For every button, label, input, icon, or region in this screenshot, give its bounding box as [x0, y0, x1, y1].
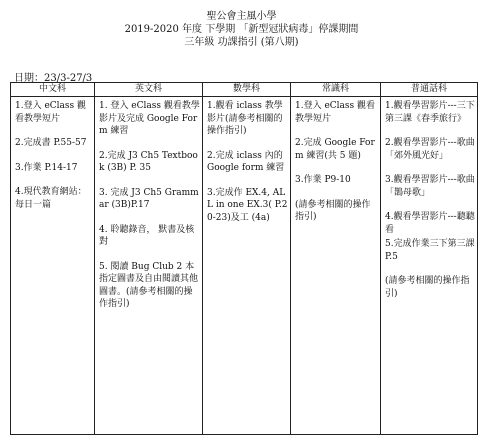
subject-header-english: 英文科: [95, 83, 203, 97]
homework-item: 1.登入 eClass 觀看教學短片: [15, 101, 87, 124]
homework-item: 3.觀看學習影片---歌曲「鵲母歌」: [385, 175, 475, 198]
homework-item: 1.觀看學習影片---三下第三課《春季旅行》: [385, 101, 475, 124]
homework-item: 3.完成作 EX.4, ALL in one EX.3( P.20-23)及工 (4a): [207, 187, 288, 223]
homework-item: 1.觀看 iclass 教學影片(請參考相關的操作指引): [207, 101, 283, 136]
homework-item: (請參考相關的操作指引): [385, 276, 470, 299]
homework-item: 2.完成書 P.55-57: [15, 138, 87, 148]
homework-item: 5.完成作業三下第三課 P.5: [385, 239, 475, 262]
document-header: [0, 10, 483, 49]
homework-item: (請參考相關的操作指引): [295, 199, 371, 222]
homework-row: [11, 97, 478, 435]
homework-item: 4.觀看學習影片---聽聽看: [385, 212, 475, 235]
homework-item: 4.現代教育網站：每日一篇: [15, 187, 87, 210]
homework-item: 2.完成 Google Form 練習(共 5 題): [295, 138, 375, 161]
homework-item: 2.完成 iclass 內的 Google form 練習: [207, 150, 285, 173]
subject-header-chinese: 中文科: [11, 83, 95, 97]
homework-item: 5. 閱讀 Bug Club 2 本指定圖書及自由閱讀其他圖書。(請參考相關的操作指引): [99, 261, 199, 309]
homework-item: 2.完成 J3 Ch5 Textbook (3B) P. 35: [99, 150, 198, 173]
homework-item: 3. 完成 J3 Ch5 Grammar (3B)P.17: [99, 187, 199, 210]
school-name: 聖公會主風小學: [206, 11, 277, 22]
homework-item: 1. 登入 eClass 觀看教學影片及完成 Google Form 練習: [99, 101, 200, 136]
date-range: 日期：23/3-27/3: [14, 73, 93, 84]
subject-table: [10, 82, 478, 435]
math-homework-cell: [203, 97, 291, 435]
subject-header-general-studies: 常識科: [291, 83, 381, 97]
subject-header-math: 數學科: [203, 83, 291, 97]
term-title: 2019-2020 年度 下學期 「新型冠狀病毒」停課期間: [124, 24, 359, 35]
homework-item: 3.作業 P9-10: [295, 175, 351, 185]
chinese-homework-cell: [11, 97, 95, 435]
homework-item: 3.作業 P.14-17: [15, 162, 78, 173]
putonghua-homework-cell: [381, 97, 478, 435]
homework-item: 2.觀看學習影片---歌曲「郊外風光好」: [385, 138, 475, 161]
subject-header-row: [11, 83, 478, 97]
guide-subtitle: 三年級 功課指引 (第八期): [184, 37, 299, 48]
subject-header-putonghua: 普通話科: [381, 83, 478, 97]
homework-item: 1.登入 eClass 觀看教學短片: [295, 101, 376, 124]
english-homework-cell: [95, 97, 203, 435]
homework-item: 4. 聆聽錄音， 默書及核對: [99, 224, 195, 247]
general-studies-homework-cell: [291, 97, 381, 435]
